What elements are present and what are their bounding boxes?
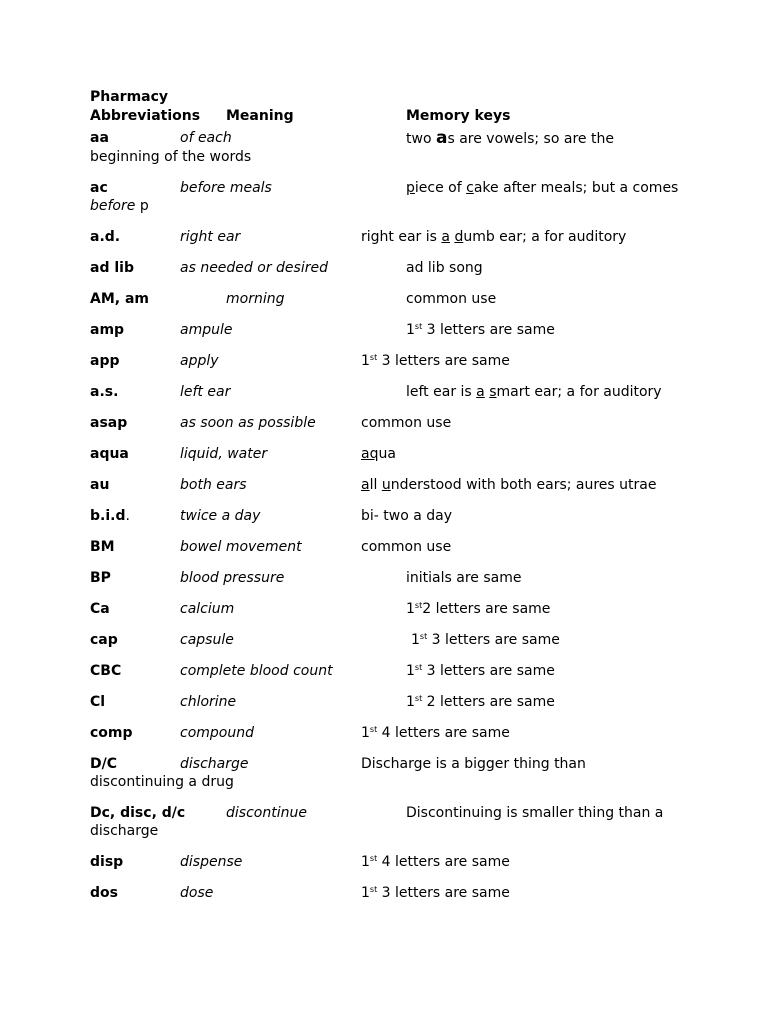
abbreviation: cap: [90, 632, 118, 648]
memory-key-text: 1: [406, 322, 415, 338]
abbreviation: aqua: [90, 446, 129, 462]
header-abbreviations: Abbreviations: [90, 108, 201, 124]
memory-key-continuation: discharge: [90, 823, 159, 839]
memory-key-underline: a: [441, 229, 450, 245]
memory-key-continuation: discontinuing a drug: [90, 774, 234, 790]
meaning: as soon as possible: [180, 415, 316, 431]
memory-key: [361, 884, 510, 902]
memory-key: [406, 129, 614, 148]
memory-key-text: 4 letters are same: [377, 725, 510, 741]
meaning: blood pressure: [180, 570, 285, 586]
memory-key-underline: s: [489, 384, 497, 400]
meaning: morning: [226, 291, 285, 307]
memory-key-italic: before: [90, 198, 136, 214]
memory-key-text: 1: [361, 885, 370, 901]
abbreviation: au: [90, 477, 110, 493]
abbreviation: disp: [90, 854, 124, 870]
memory-key-superscript: st: [369, 854, 378, 863]
abbreviation-text: b.i.d: [90, 508, 126, 524]
memory-key-underline: a: [361, 477, 370, 493]
meaning: compound: [180, 725, 254, 741]
meaning: as needed or desired: [180, 260, 328, 276]
memory-key: common use: [361, 539, 452, 555]
abbreviation: a.d.: [90, 229, 121, 245]
meaning: both ears: [180, 477, 247, 493]
meaning: dose: [180, 885, 214, 901]
memory-key-text: iece of: [414, 180, 467, 196]
memory-key-text: umb ear; a for auditory: [463, 229, 627, 245]
memory-key: [361, 724, 510, 742]
memory-key: [361, 228, 626, 246]
abbreviation: dos: [90, 885, 118, 901]
abbreviation: [90, 507, 130, 525]
memory-key-text: 1: [406, 663, 415, 679]
memory-key-text: right ear is: [361, 229, 442, 245]
memory-key: [411, 631, 560, 649]
memory-key-text: 3 letters are same: [422, 322, 555, 338]
memory-key-continuation: [90, 197, 149, 215]
memory-key: [361, 445, 396, 463]
memory-key-superscript: st: [414, 601, 423, 610]
memory-key: Discharge is a bigger thing than: [361, 756, 586, 772]
meaning: twice a day: [180, 508, 261, 524]
abbreviation: app: [90, 353, 120, 369]
memory-key-superscript: st: [369, 885, 378, 894]
abbreviation: BP: [90, 570, 111, 586]
abbreviation: comp: [90, 725, 133, 741]
memory-key-superscript: st: [369, 725, 378, 734]
meaning: left ear: [180, 384, 231, 400]
meaning: ampule: [180, 322, 233, 338]
memory-key-underline: d: [454, 229, 464, 245]
memory-key-text: 1: [361, 353, 370, 369]
meaning: capsule: [180, 632, 234, 648]
memory-key-text: 1: [411, 632, 420, 648]
memory-key-text: two: [406, 131, 436, 147]
memory-key-text: p: [135, 198, 149, 214]
memory-key: [361, 853, 510, 871]
memory-key-superscript: st: [369, 353, 378, 362]
memory-key-text: ua: [378, 446, 396, 462]
memory-key: [406, 383, 662, 401]
memory-key-emphasis: a: [435, 128, 448, 148]
abbreviation: AM, am: [90, 291, 149, 307]
memory-key-text: ake after meals; but a comes: [473, 180, 679, 196]
abbreviation: ac: [90, 180, 108, 196]
memory-key-text: 4 letters are same: [377, 854, 510, 870]
header-meaning: Meaning: [226, 108, 294, 124]
meaning: discontinue: [226, 805, 307, 821]
meaning: chlorine: [180, 694, 237, 710]
memory-key-superscript: st: [414, 694, 423, 703]
abbreviation: a.s.: [90, 384, 119, 400]
memory-key: common use: [406, 291, 497, 307]
meaning: dispense: [180, 854, 243, 870]
memory-key-text: ll: [369, 477, 382, 493]
memory-key: [406, 179, 678, 197]
memory-key: initials are same: [406, 570, 522, 586]
memory-key: [406, 600, 550, 618]
abbreviation: ad lib: [90, 260, 134, 276]
memory-key: [361, 476, 656, 494]
meaning: liquid, water: [180, 446, 268, 462]
memory-key: [361, 352, 510, 370]
abbreviation: asap: [90, 415, 128, 431]
memory-key: bi- two a day: [361, 508, 453, 524]
meaning: discharge: [180, 756, 249, 772]
page-title: Pharmacy: [90, 89, 169, 105]
memory-key-text: 3 letters are same: [377, 353, 510, 369]
abbreviation: D/C: [90, 756, 118, 772]
meaning: right ear: [180, 229, 241, 245]
memory-key-text: 3 letters are same: [427, 632, 560, 648]
memory-key-superscript: st: [414, 663, 423, 672]
meaning: calcium: [180, 601, 235, 617]
memory-key: ad lib song: [406, 260, 483, 276]
abbreviation: Ca: [90, 601, 110, 617]
header-memory-keys: Memory keys: [406, 108, 511, 124]
memory-key: [406, 662, 555, 680]
memory-key-superscript: st: [414, 322, 423, 331]
memory-key-continuation: beginning of the words: [90, 149, 252, 165]
meaning: apply: [180, 353, 219, 369]
memory-key-underline: a: [476, 384, 485, 400]
memory-key-superscript: st: [419, 632, 428, 641]
memory-key-text: 2 letters are same: [422, 694, 555, 710]
abbreviation: BM: [90, 539, 115, 555]
memory-key-text: 3 letters are same: [377, 885, 510, 901]
memory-key-text: 3 letters are same: [422, 663, 555, 679]
meaning: bowel movement: [180, 539, 302, 555]
memory-key: common use: [361, 415, 452, 431]
abbreviation: Dc, disc, d/c: [90, 805, 186, 821]
memory-key-text: 1: [406, 694, 415, 710]
memory-key-text: nderstood with both ears; aures utrae: [390, 477, 657, 493]
meaning: of each: [180, 130, 232, 146]
memory-key: [406, 321, 555, 339]
abbreviation: Cl: [90, 694, 106, 710]
memory-key: [406, 693, 555, 711]
memory-key-underline: c: [466, 180, 474, 196]
memory-key-text: 1: [406, 601, 415, 617]
abbreviation-tail: .: [125, 508, 130, 524]
abbreviation: amp: [90, 322, 125, 338]
memory-key-text: 1: [361, 725, 370, 741]
abbreviation: CBC: [90, 663, 122, 679]
memory-key-underline: u: [381, 477, 391, 493]
meaning: complete blood count: [180, 663, 333, 679]
memory-key-text: left ear is: [406, 384, 477, 400]
memory-key-text: s are vowels; so are the: [447, 131, 614, 147]
meaning: before meals: [180, 180, 272, 196]
memory-key-text: mart ear; a for auditory: [496, 384, 662, 400]
memory-key-underline: aq: [361, 446, 379, 462]
memory-key-text: 2 letters are same: [422, 601, 551, 617]
memory-key: Discontinuing is smaller thing than a: [406, 805, 664, 821]
abbreviation: aa: [90, 130, 109, 146]
memory-key-underline: p: [406, 180, 415, 196]
memory-key-text: 1: [361, 854, 370, 870]
